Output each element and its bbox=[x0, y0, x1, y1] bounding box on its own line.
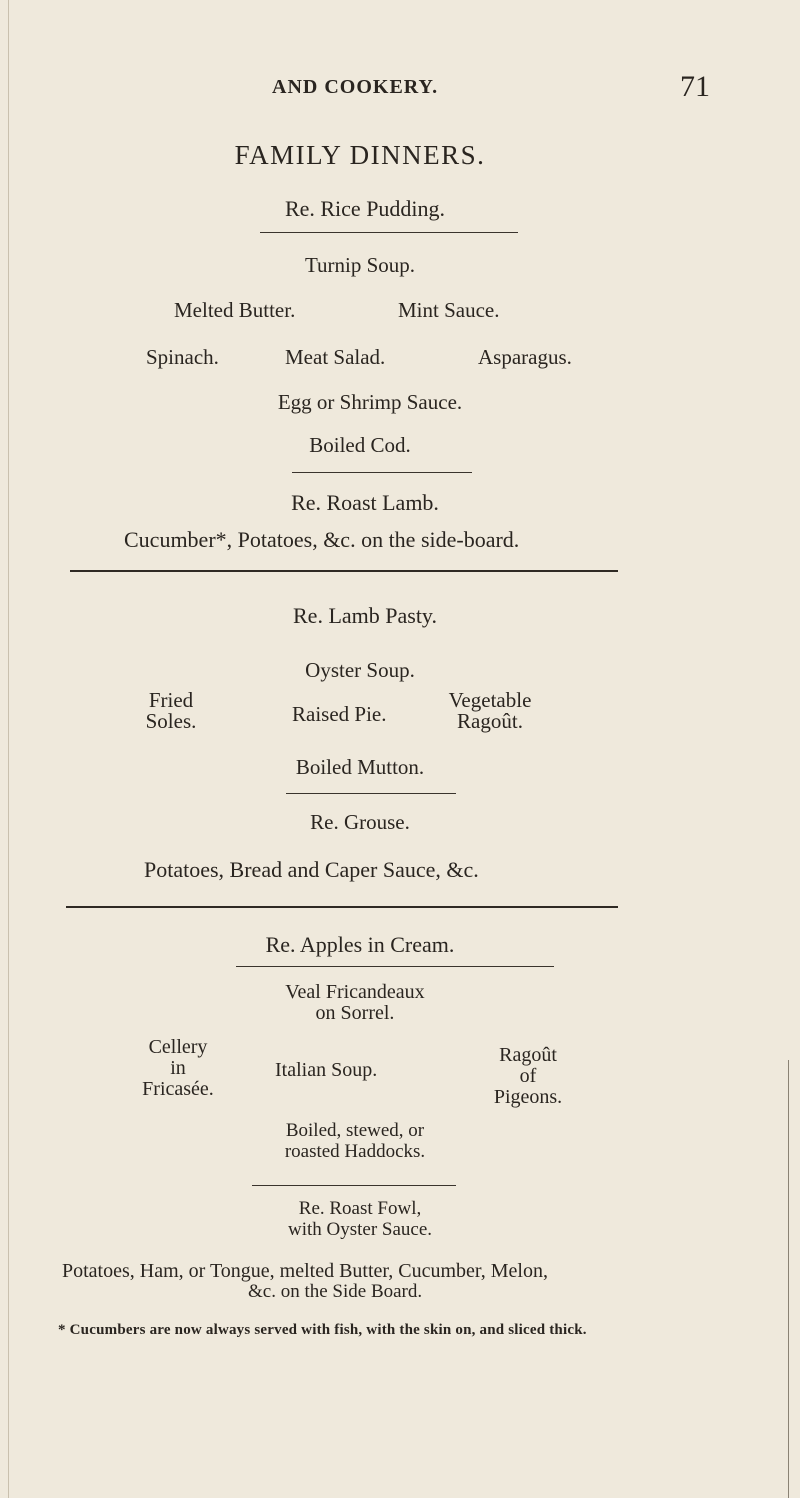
course2-sideboard: Potatoes, Bread and Caper Sauce, &c. bbox=[144, 857, 479, 882]
course3-remove-bottom-line1: Re. Roast Fowl, bbox=[298, 1198, 422, 1219]
course3-bottom-line2: roasted Haddocks. bbox=[284, 1141, 426, 1162]
course3-top-dish bbox=[250, 982, 460, 1024]
course3-remove: Re. Apples in Cream. bbox=[265, 932, 455, 957]
course1-center-dish: Meat Salad. bbox=[285, 345, 386, 369]
course3-bottom-dish bbox=[250, 1120, 460, 1162]
course2-right-line1: Vegetable bbox=[448, 688, 532, 712]
course3-right-dish bbox=[488, 1045, 568, 1108]
course2-left-line2: Soles. bbox=[145, 709, 197, 733]
course2-center-dish: Raised Pie. bbox=[292, 702, 387, 726]
course1-rule-top bbox=[260, 232, 518, 233]
course3-right-line3: Pigeons. bbox=[493, 1086, 563, 1108]
course3-right-line1: Ragoût bbox=[499, 1044, 557, 1066]
course3-bottom-line1: Boiled, stewed, or bbox=[285, 1120, 425, 1141]
course3-rule-top bbox=[236, 966, 554, 967]
course1-lower-dish: Egg or Shrimp Sauce. bbox=[277, 390, 463, 414]
course1-bottom-dish: Boiled Cod. bbox=[309, 433, 411, 457]
course1-left-upper: Melted Butter. bbox=[174, 298, 296, 322]
course2-remove: Re. Lamb Pasty. bbox=[293, 603, 437, 628]
course1-rule-bottom bbox=[292, 472, 472, 473]
course3-top-line2: on Sorrel. bbox=[315, 1002, 395, 1024]
running-title: AND COOKERY. bbox=[272, 76, 439, 98]
course3-right-line2: of bbox=[519, 1065, 537, 1087]
course2-rule bbox=[286, 793, 456, 794]
page-edge-line bbox=[8, 0, 9, 1498]
course1-right-upper: Mint Sauce. bbox=[398, 298, 500, 322]
course1-left-dish: Spinach. bbox=[146, 345, 219, 369]
course3-left-line2: in bbox=[170, 1057, 186, 1079]
course2-bottom-dish: Boiled Mutton. bbox=[295, 755, 425, 779]
page-number: 71 bbox=[680, 70, 710, 103]
course3-sideboard-line2: &c. on the Side Board. bbox=[248, 1281, 423, 1302]
course3-remove-bottom-line2: with Oyster Sauce. bbox=[287, 1219, 433, 1240]
course2-left-dish bbox=[140, 690, 202, 732]
course-separator-2 bbox=[66, 906, 618, 908]
course3-center-dish: Italian Soup. bbox=[275, 1059, 378, 1081]
course2-right-dish bbox=[440, 690, 540, 732]
course2-remove-bottom: Re. Grouse. bbox=[310, 810, 410, 834]
course2-top-dish: Oyster Soup. bbox=[305, 658, 415, 682]
course3-top-line1: Veal Fricandeaux bbox=[285, 981, 425, 1003]
course3-remove-bottom bbox=[270, 1198, 450, 1240]
course-separator-1 bbox=[70, 570, 618, 572]
course1-top-dish: Turnip Soup. bbox=[304, 253, 416, 277]
course1-remove: Re. Rice Pudding. bbox=[284, 196, 446, 221]
course3-sideboard-line1: Potatoes, Ham, or Tongue, melted Butter, Cucumber, Melon, bbox=[62, 1260, 548, 1282]
course3-left-line1: Cellery bbox=[148, 1036, 208, 1058]
course2-left-line1: Fried bbox=[148, 688, 194, 712]
course3-left-line3: Fricasée. bbox=[142, 1078, 214, 1100]
page-edge-line-right bbox=[788, 1060, 789, 1498]
course3-left-dish bbox=[138, 1037, 218, 1100]
course1-sideboard: Cucumber*, Potatoes, &c. on the side-board. bbox=[124, 527, 520, 552]
course2-right-line2: Ragoût. bbox=[457, 709, 523, 733]
footnote: * Cucumbers are now always served with fish, with the skin on, and sliced thick. bbox=[58, 1322, 587, 1338]
course1-right-dish: Asparagus. bbox=[478, 345, 572, 369]
page-title: FAMILY DINNERS. bbox=[234, 140, 486, 170]
course1-remove-bottom: Re. Roast Lamb. bbox=[291, 490, 439, 515]
course3-rule-bottom bbox=[252, 1185, 456, 1186]
